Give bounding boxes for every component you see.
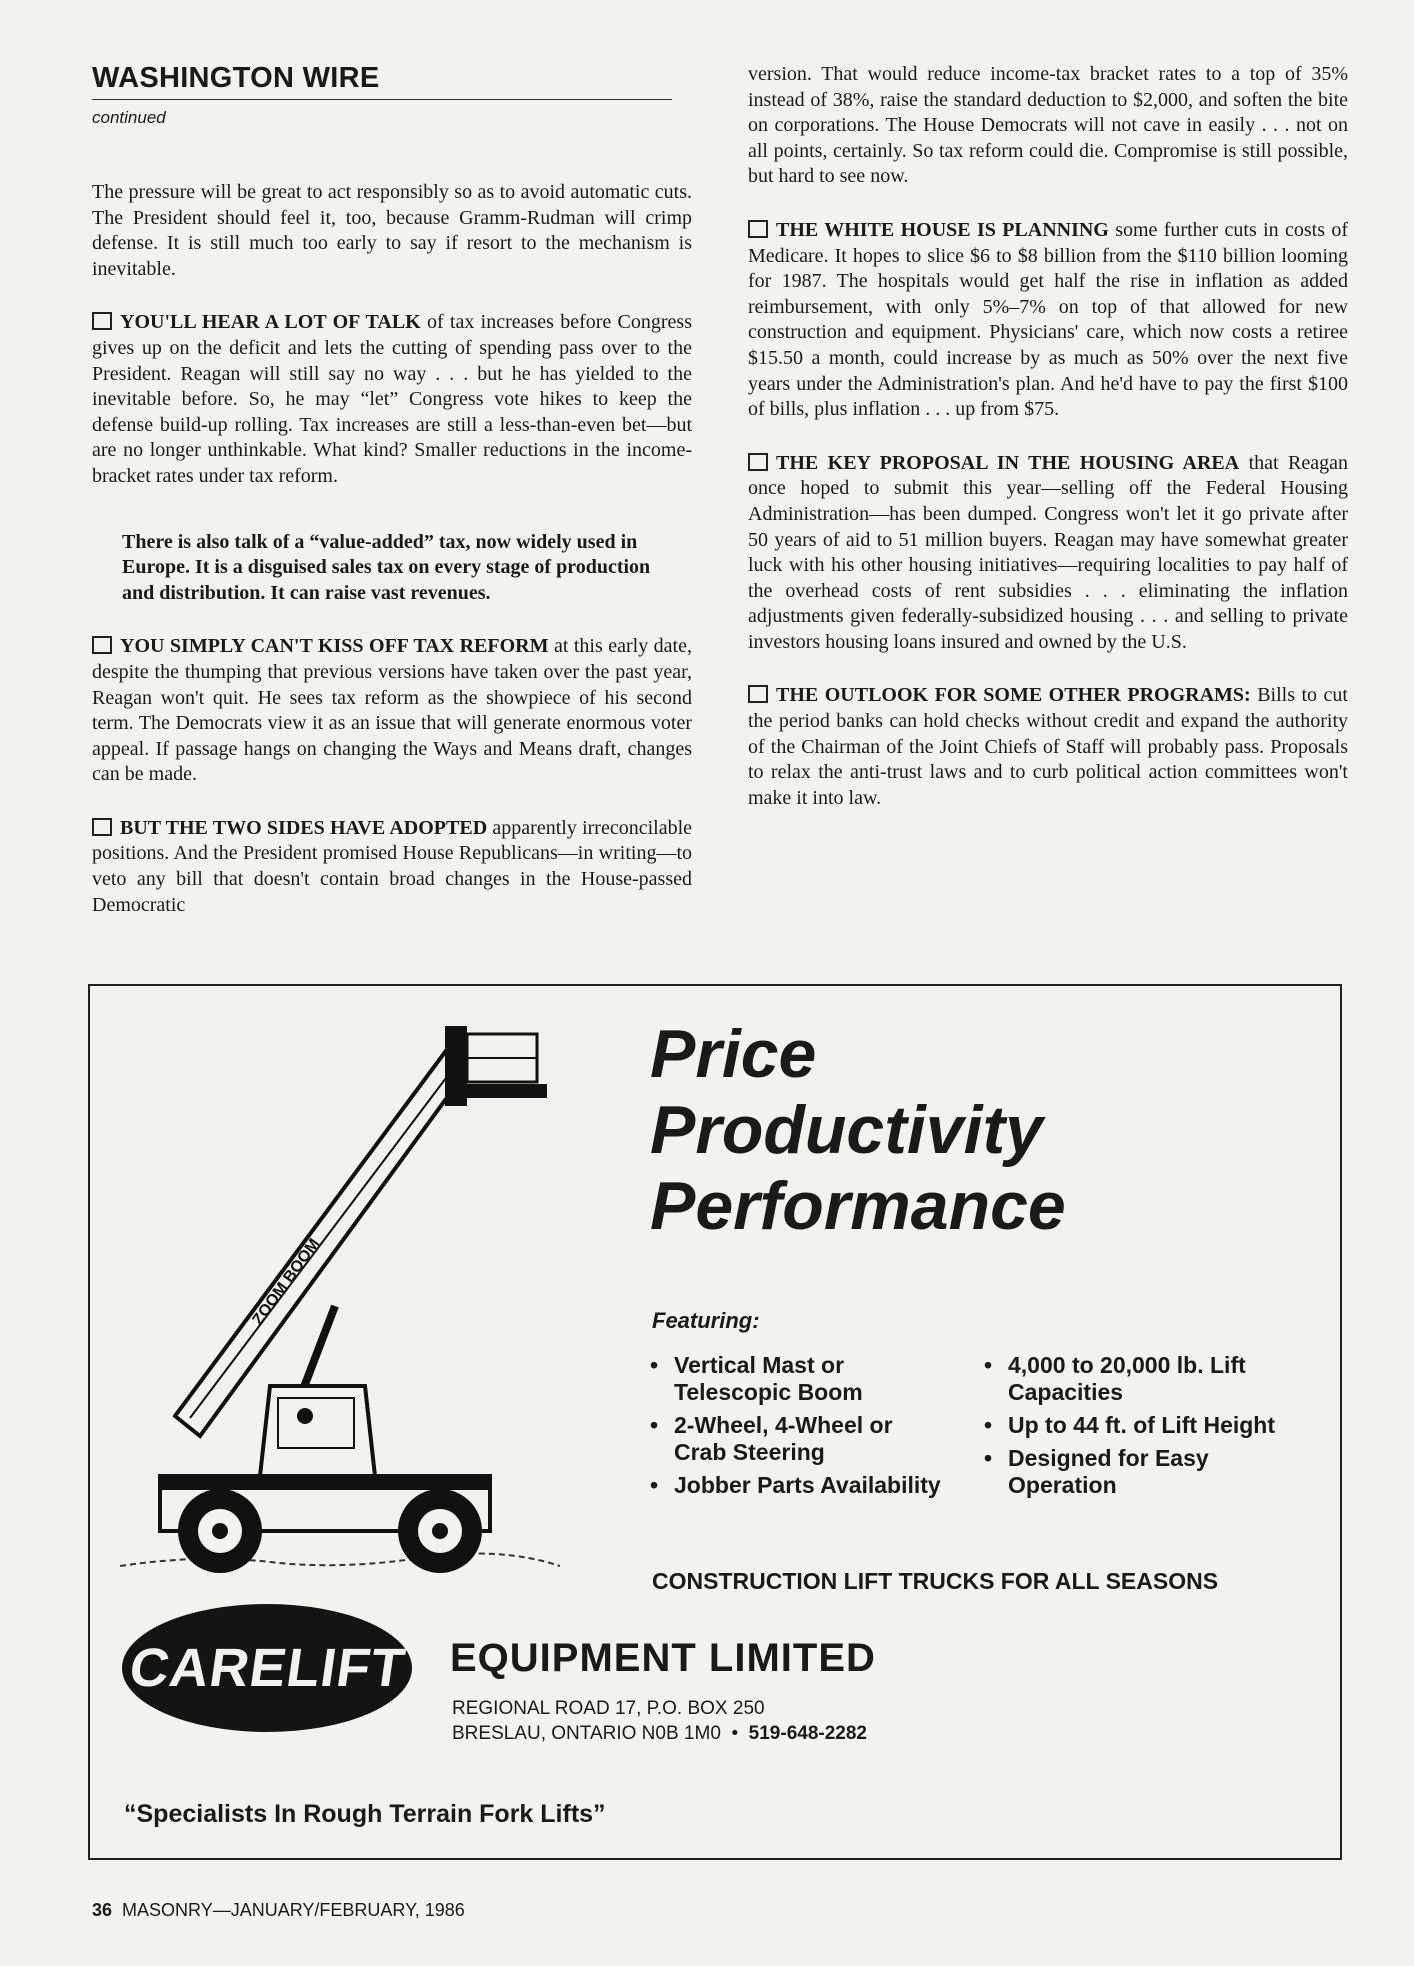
- ad-slogan: “Specialists In Rough Terrain Fork Lifts”: [124, 1800, 606, 1828]
- carelift-logo: [122, 1604, 412, 1732]
- page-footer: [92, 1900, 465, 1921]
- features-list-left: [646, 1352, 946, 1505]
- paragraph-lead: YOU SIMPLY CAN'T KISS OFF TAX REFORM: [120, 635, 549, 658]
- feature-item: • 4,000 to 20,000 lb. Lift Capacities: [980, 1352, 1300, 1406]
- headline-line: Productivity: [650, 1092, 1043, 1168]
- paragraph: [92, 634, 692, 788]
- checkbox-icon: [92, 636, 112, 654]
- paragraph-text: at this early date, despite the thumping that previous versions have taken over the past year, Reagan won't quit. He sees tax reform as the showpiece of his second term. The Democrats view it as an issue that will generate enormous voter appeal. If passage hangs on changing the Ways and Means draft, changes can be made.: [92, 635, 692, 786]
- feature-item: • Vertical Mast or Telescopic Boom: [646, 1352, 946, 1406]
- address-city: BRESLAU, ONTARIO N0B 1M0: [452, 1723, 721, 1744]
- headline-line: Price: [650, 1016, 817, 1092]
- paragraph-text: apparently irreconcilable positions. And the President promised House Republicans—in writing—to veto any bill that doesn't contain broad changes in the House-passed Democratic: [92, 816, 693, 916]
- paragraph: [748, 683, 1348, 811]
- logo-text: CARELIFT: [125, 1638, 409, 1698]
- boom-label: ZOOM BOOM: [249, 1235, 324, 1329]
- featuring-label: Featuring:: [652, 1308, 760, 1333]
- features-list-right: [980, 1352, 1300, 1505]
- paragraph: The pressure will be great to act responsibly so as to avoid automatic cuts. The President should feel it, too, because Gramm-Rudman will crimp defense. It is still much too early to say if resort to the mechanism is inevitable.: [92, 181, 692, 280]
- right-column: [748, 62, 1348, 839]
- paragraph: version. That would reduce income-tax bracket rates to a top of 35% instead of 38%, raise the standard deduction to $2,000, and soften the bite on corporations. The House Democrats will not cave in easily . . . not on all points, certainly. So tax reform could die. Compromise is still possible, but hard to see now.: [748, 63, 1348, 188]
- pull-quote: There is also talk of a “value-added” tax, now widely used in Europe. It is a disguised sales tax on every stage of production and distribution. It can raise vast revenues.: [122, 530, 651, 604]
- paragraph-text: that Reagan once hoped to submit this year—selling off the Federal Housing Administration—has been dumped. Congress won't let it go private after 50 years of aid to 51 million buyers. Reagan may have somewhat greater luck with his other housing initiatives—requiring localities to pay half of the overhead costs of rent subsidies . . . eliminating the inflation adjustments given federally-subsidized housing . . . and selling to private investors housing loans insured and owned by the U.S.: [748, 451, 1348, 653]
- forklift-illustration: [120, 1006, 560, 1596]
- paragraph-text: Bills to cut the period banks can hold checks without credit and expand the authority of the Chairman of the Joint Chiefs of Staff will probably pass. Proposals to relax the anti-trust laws and to curb political action committees won't make it into law.: [748, 684, 1348, 809]
- feature-item: • 2-Wheel, 4-Wheel or Crab Steering: [646, 1412, 946, 1466]
- headline-line: Performance: [650, 1168, 1066, 1244]
- paragraph: [92, 816, 692, 918]
- checkbox-icon: [92, 312, 112, 330]
- paragraph-text: some further cuts in costs of Medicare. It hopes to slice $6 to $8 billion from the $110 billion looming for 1987. The hospitals would get half the rise in inflation as added reimbursement, with only 5%–7% on top of that allowed for new construction and equipment. Physicians' care, which now costs a retiree $15.50 a month, could increase by as much as 50% over the next five years under the Administration's plan. And he'd have to pay the first $100 of bills, plus inflation . . . up from $75.: [748, 218, 1348, 421]
- paragraph-text: of tax increases before Congress gives up on the deficit and lets the cutting of spending pass over to the President. Reagan will still say no way . . . but he has yielded to the inevitable before. So, he may “let” Congress vote hikes to keep the defense build-up rolling. Tax increases are still a less-than-even bet—but are no longer unthinkable. What kind? Smaller reductions in the income-bracket rates under tax reform.: [92, 311, 692, 487]
- feature-item: • Designed for Easy Operation: [980, 1445, 1300, 1499]
- address-line: REGIONAL ROAD 17, P.O. BOX 250: [452, 1698, 765, 1719]
- ad-headline: [650, 1016, 1066, 1244]
- paragraph-lead: BUT THE TWO SIDES HAVE ADOPTED: [120, 816, 488, 839]
- section-title: WASHINGTON WIRE: [92, 62, 672, 100]
- bullet-icon: •: [731, 1723, 739, 1744]
- page-number: 36: [92, 1900, 113, 1920]
- publication-line: MASONRY—JANUARY/FEBRUARY, 1986: [122, 1900, 465, 1920]
- paragraph-lead: THE KEY PROPOSAL IN THE HOUSING AREA: [776, 451, 1240, 474]
- wheel-icon: [178, 1489, 262, 1573]
- paragraph: [748, 451, 1348, 656]
- feature-item: • Up to 44 ft. of Lift Height: [980, 1412, 1300, 1439]
- paragraph: [92, 310, 692, 489]
- paragraph: [748, 218, 1348, 423]
- left-column: [92, 180, 692, 946]
- checkbox-icon: [748, 220, 768, 238]
- section-subtitle: continued: [92, 108, 166, 127]
- paragraph-lead: THE WHITE HOUSE IS PLANNING: [776, 218, 1109, 241]
- company-address: [452, 1696, 867, 1746]
- checkbox-icon: [748, 685, 768, 703]
- advertisement: [88, 984, 1342, 1860]
- address-line-2: [452, 1721, 867, 1746]
- phone-number: 519-648-2282: [748, 1723, 867, 1744]
- checkbox-icon: [748, 453, 768, 471]
- feature-item: • Jobber Parts Availability: [646, 1472, 946, 1499]
- checkbox-icon: [92, 818, 112, 836]
- ad-tagline: CONSTRUCTION LIFT TRUCKS FOR ALL SEASONS: [652, 1568, 1219, 1594]
- wheel-icon: [398, 1489, 482, 1573]
- paragraph-lead: YOU'LL HEAR A LOT OF TALK: [120, 311, 421, 334]
- paragraph-lead: THE OUTLOOK FOR SOME OTHER PROGRAMS:: [776, 684, 1251, 707]
- company-name: EQUIPMENT LIMITED: [450, 1636, 876, 1680]
